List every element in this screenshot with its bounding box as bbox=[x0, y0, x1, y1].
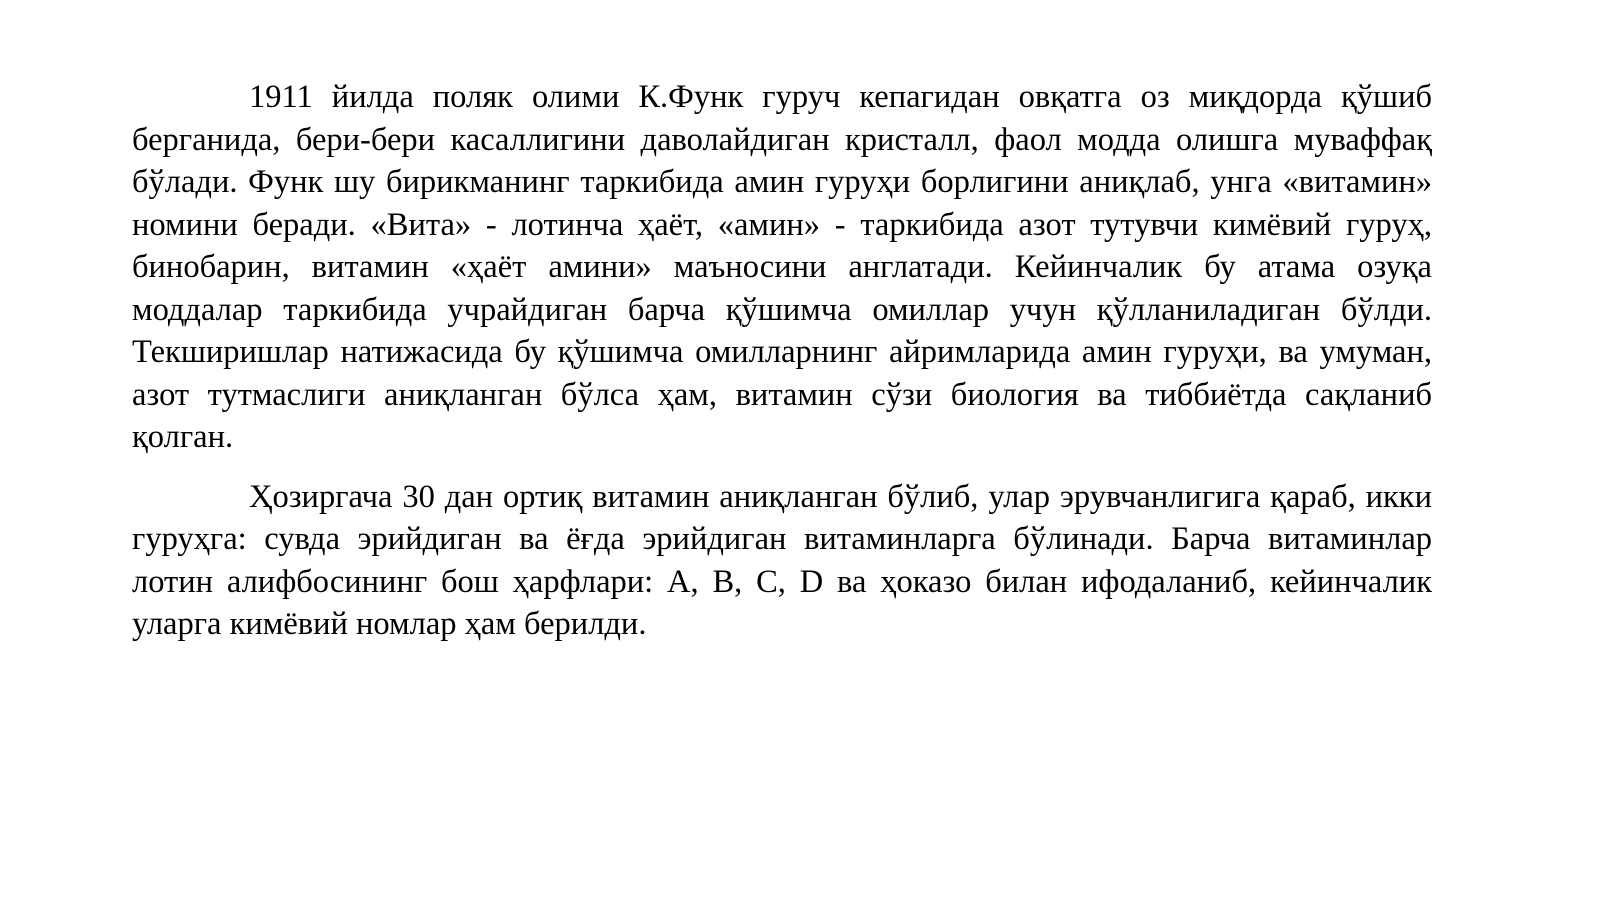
paragraph-vitamin-history: 1911 йилда поляк олими К.Функ гуруч кепагидан овқатга оз миқдорда қўшиб берганида, бери-бери касаллигини даволайдиган кристалл, фаол модда олишга муваффақ бўлади. Функ шу бирикманинг таркибида амин гуруҳи борлигини аниқлаб, унга «витамин» номини беради. «Вита» - лотинча ҳаёт, «амин» - таркибида азот тутувчи кимёвий гуруҳ, бинобарин, витамин «ҳаёт амини» маъносини англатади. Кейинчалик бу атама озуқа моддалар таркибида учрайдиган барча қўшимча омиллар учун қўлланиладиган бўлди. Текширишлар натижасида бу қўшимча омилларнинг айримларида амин гуруҳи, ва умуман, азот тутмаслиги аниқланган бўлса ҳам, витамин сўзи биология ва тиббиётда сақланиб қолган. bbox=[132, 79, 1432, 455]
text-body bbox=[132, 76, 1432, 646]
paragraph-vitamin-groups: Ҳозиргача 30 дан ортиқ витамин аниқланган бўлиб, улар эрувчанлигига қараб, икки гуруҳга: сувда эрийдиган ва ёғда эрийдиган витаминларга бўлинади. Барча витаминлар лотин алифбосининг бош ҳарфлари: А, В, С, D ва ҳоказо билан ифодаланиб, кейинчалик уларга кимёвий номлар ҳам берилди. bbox=[132, 478, 1432, 642]
